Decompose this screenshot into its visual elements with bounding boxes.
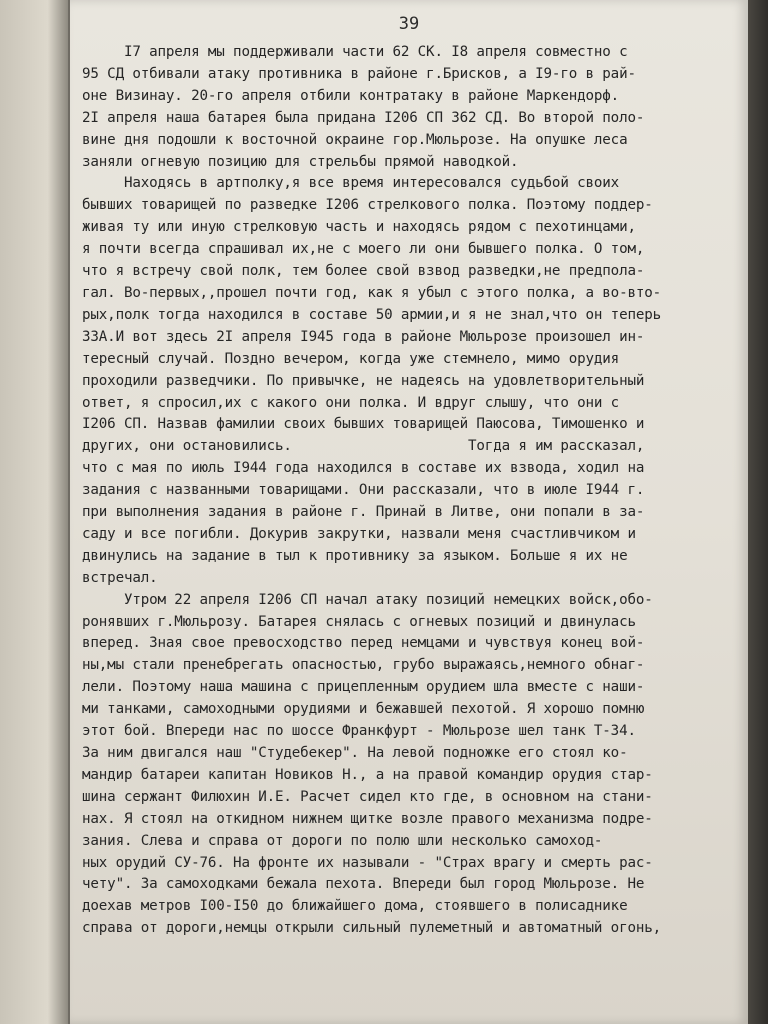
text-line: лели. Поэтому наша машина с прицепленным орудием шла вместе с наши- [82, 679, 645, 696]
text-line: вперед. Зная свое превосходство перед немцами и чувствуя конец вой- [82, 635, 645, 652]
text-line: За ним двигался наш "Студебекер". На левой подножке его стоял ко- [82, 745, 628, 761]
text-line: живая ту или иную стрелковую часть и находясь рядом с пехотинцами, [82, 219, 636, 236]
text-line: бывших товарищей по разведке I206 стрелкового полка. Поэтому поддер- [82, 197, 653, 214]
text-line: чету". За самоходками бежала пехота. Впереди был город Мюльрозе. Не [82, 876, 645, 893]
text-line: ронявших г.Мюльрозу. Батарея снялась с огневых позиций и двинулась [82, 613, 636, 630]
text-line: встречал. [82, 569, 158, 586]
text-line: гал. Во-первых,,прошел почти год, как я убыл с этого полка, а во-вто- [82, 284, 662, 301]
text-line: заняли огневую позицию для стрельбы прямой наводкой. [82, 153, 519, 170]
text-line: этот бой. Впереди нас по шоссе Франкфурт - Мюльрозе шел танк Т-34. [82, 723, 636, 740]
text-line: 33А.И вот здесь 2I апреля I945 года в районе Мюльрозе произошел ин- [82, 328, 645, 345]
text-line: зания. Слева и справа от дороги по полю шли несколько самоход- [82, 832, 603, 849]
text-line: Утром 22 апреля I206 СП начал атаку позиций немецких войск,обо- [82, 591, 653, 608]
text-line: нах. Я стоял на откидном нижнем щитке возле правого механизма подре- [82, 810, 653, 827]
text-line: Находясь в артполку,я все время интересовался судьбой своих [82, 175, 620, 192]
text-line: 95 СД отбивали атаку противника в районе г.Брисков, а I9-го в рай- [82, 65, 636, 82]
body-text [82, 42, 742, 940]
text-line: ных орудий СУ-76. На фронте их называли - "Страх врагу и смерть рас- [82, 854, 653, 871]
page-shadow-edge [748, 0, 768, 1024]
text-line: мандир батареи капитан Новиков Н., а на правой командир орудия стар- [82, 766, 653, 783]
text-line: при выполнения задания в районе г. Принай в Литве, они попали в за- [82, 504, 645, 521]
text-line: рых,полк тогда находился в составе 50 армии,и я не знал,что он теперь [82, 306, 662, 323]
page-number: 39 [398, 14, 420, 34]
text-line: задания с названными товарищами. Они рассказали, что в июле I944 г. [82, 482, 645, 499]
text-line: двинулись на задание в тыл к противнику за языком. Больше я их не [82, 547, 628, 564]
text-line: тересный случай. Поздно вечером, когда уже стемнело, мимо орудия [82, 350, 620, 367]
text-line: проходили разведчики. По привычке, не надеясь на удовлетворительный [82, 372, 645, 389]
text-line: что я встречу свой полк, тем более свой взвод разведки,не предпола- [82, 263, 645, 280]
text-line: что с мая по июль I944 года находился в составе их взвода, ходил на [82, 460, 645, 477]
text-line: саду и все погибли. Докурив закрутки, назвали меня счастливчиком и [82, 525, 636, 542]
text-line: доехав метров I00-I50 до ближайшего дома, стоявшего в полисаднике [82, 898, 628, 915]
text-line: оне Визинау. 20-го апреля отбили контратаку в районе Маркендорф. [82, 87, 620, 104]
text-line: вине дня подошли к восточной окраине гор.Мюльрозе. На опушке леса [82, 131, 628, 148]
text-line: I7 апреля мы поддерживали части 62 СК. I8 апреля совместно с [82, 44, 628, 60]
text-line: я почти всегда спрашивал их,не с моего ли они бывшего полка. О том, [82, 241, 645, 258]
text-line: ны,мы стали пренебрегать опасностью, грубо выражаясь,немного обнаг- [82, 657, 645, 674]
text-line: ми танками, самоходными орудиями и бежавшей пехотой. Я хорошо помню [82, 701, 645, 718]
text-line: справа от дороги,немцы открыли сильный пулеметный и автоматный огонь, [82, 920, 662, 937]
text-line: других, они остановились. Тогда я им рассказал, [82, 438, 645, 455]
text-line: 2I апреля наша батарея была придана I206 СП 362 СД. Во второй поло- [82, 109, 645, 126]
document-page [70, 0, 748, 1024]
text-line: I206 СП. Назвав фамилии своих бывших товарищей Паюсова, Тимошенко и [82, 416, 645, 433]
text-line: шина сержант Филюхин И.Е. Расчет сидел кто где, в основном на стани- [82, 788, 653, 805]
adjacent-page-edge [0, 0, 68, 1024]
text-line: ответ, я спросил,их с какого они полка. И вдруг слышу, что они с [82, 394, 620, 411]
